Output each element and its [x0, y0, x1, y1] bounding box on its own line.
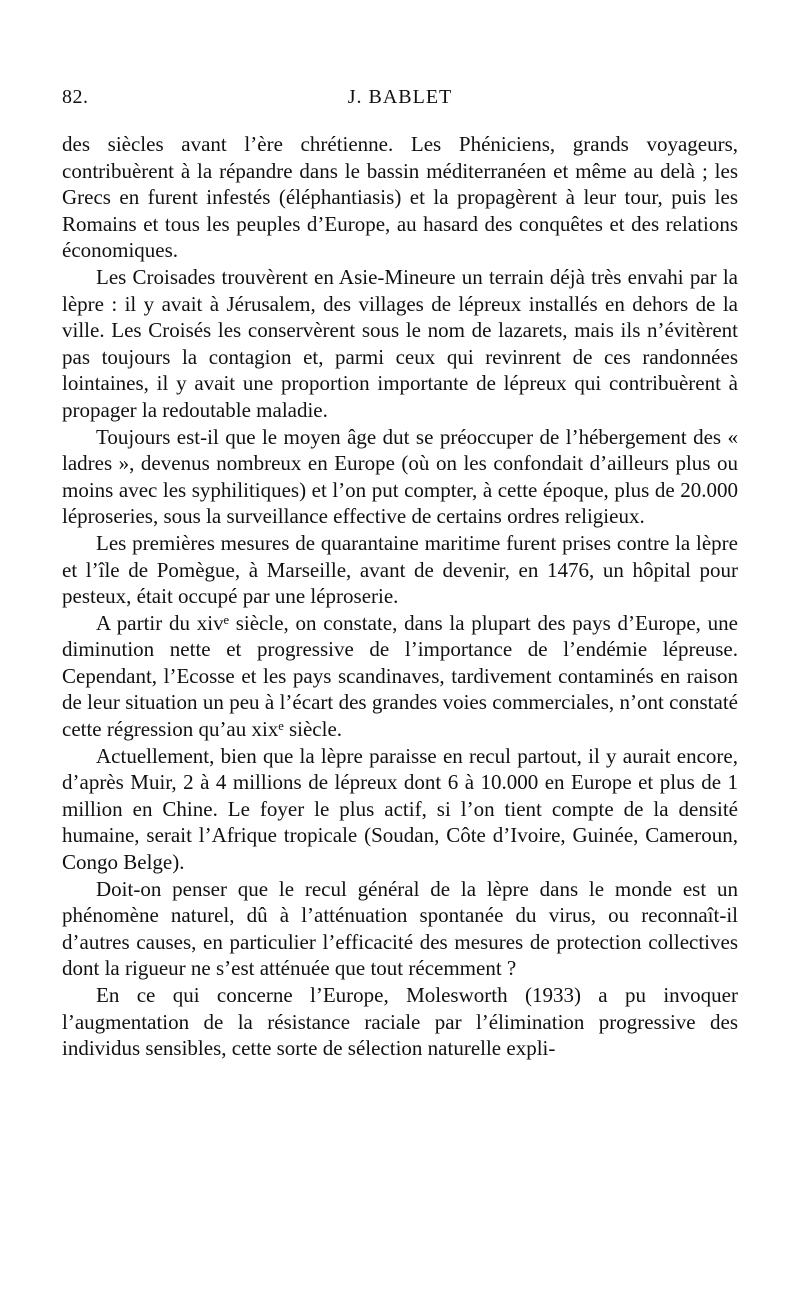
running-head: J. BABLET [347, 86, 453, 108]
body-text [62, 131, 738, 1062]
paragraph-7: Doit-on penser que le recul général de la lèpre dans le monde est un phénomène naturel, dû à l’atténuation spontanée du virus, ou reconnaît-il d’autres causes, en particulier l’efficacité des mesures de protection collectives dont la rigueur ne s’est atténuée que tout récemment ? [62, 876, 738, 981]
paragraph-1: des siècles avant l’ère chrétienne. Les Phéniciens, grands voyageurs, contribuèrent à la répandre dans le bassin méditerranéen et même au delà ; les Grecs en furent infestés (éléphantiasis) et la propagèrent à leur tour, puis les Romains et tous les peuples d’Europe, au hasard des conquêtes et des relations économiques. [62, 132, 738, 263]
paragraph-6: Actuellement, bien que la lèpre paraisse en recul partout, il y aurait encore, d’après Muir, 2 à 4 millions de lépreux dont 6 à 10.000 en Europe et plus de 1 million en Chine. Le foyer le plus actif, si l’on tient compte de la densité humaine, serait l’Afrique tropicale (Soudan, Côte d’Ivoire, Guinée, Cameroun, Congo Belge). [62, 743, 738, 875]
page-number: 82. [62, 86, 89, 108]
paragraph-8: En ce qui concerne l’Europe, Molesworth (1933) a pu invoquer l’augmentation de la résistance raciale par l’élimination progressive des individus sensibles, cette sorte de sélection naturelle expli- [62, 983, 738, 1061]
page-header [62, 86, 738, 116]
paragraph-2: Les Croisades trouvèrent en Asie-Mineure un terrain déjà très envahi par la lèpre : il y avait à Jérusalem, des villages de lépreux installés en dehors de la ville. Les Croisés les conservèrent sous le nom de lazarets, mais ils n’évitèrent pas toujours la contagion et, parmi ceux qui revinrent de ces randonnées lointaines, il y avait une proportion importante de lépreux qui contribuèrent à propager la redoutable maladie. [62, 264, 738, 422]
paragraph-3: Toujours est-il que le moyen âge dut se préoccuper de l’hébergement des « ladres », devenus nombreux en Europe (où on les confondait d’ailleurs plus ou moins avec les syphilitiques) et l’on put compter, à cette époque, plus de 20.000 léproseries, sous la surveillance effective de certains ordres religieux. [62, 424, 738, 529]
paragraph-4: Les premières mesures de quarantaine maritime furent prises contre la lèpre et l’île de Pomègue, à Marseille, avant de devenir, en 1476, un hôpital pour pesteux, était occupé par une léproserie. [62, 530, 738, 609]
paragraph-5: A partir du xivᵉ siècle, on constate, dans la plupart des pays d’Europe, une diminution nette et progressive de l’importance de l’endémie lépreuse. Cependant, l’Ecosse et les pays scandinaves, tardivement contaminés en raison de leur situation un peu à l’écart des grandes voies commerciales, n’ont constaté cette régression qu’au xixᵉ siècle. [62, 610, 738, 742]
